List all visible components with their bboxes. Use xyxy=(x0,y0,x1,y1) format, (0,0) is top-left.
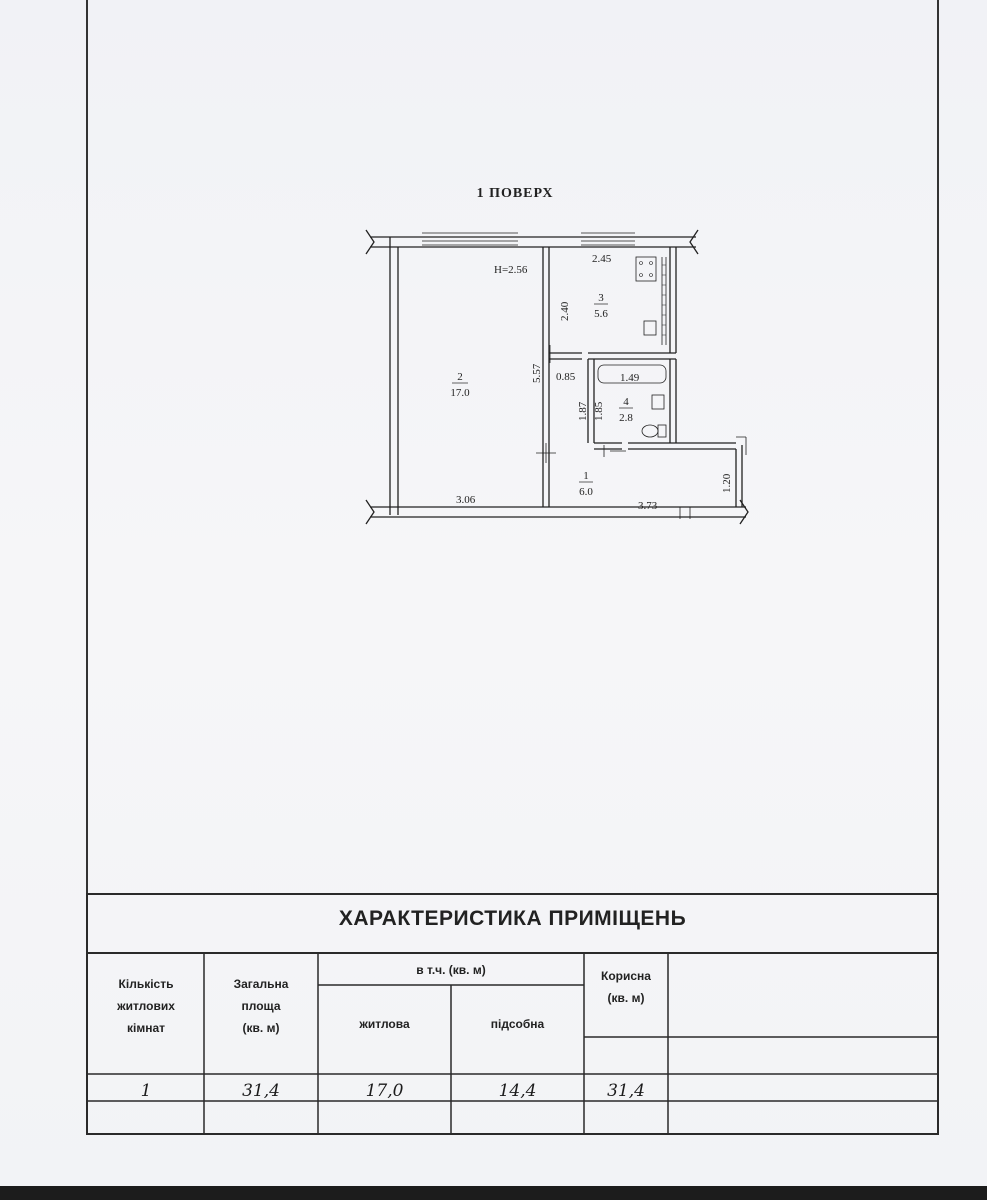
dim-hall-depth: 1.20 xyxy=(721,473,733,493)
header-living: житлова xyxy=(359,1017,410,1031)
value-useful-area: 31,4 xyxy=(607,1081,645,1101)
header-rooms-count xyxy=(88,973,204,1039)
header-line: Кількість xyxy=(118,977,174,991)
floor-title: 1 ПОВЕРХ xyxy=(476,186,554,201)
ceiling-height-label: H=2.56 xyxy=(494,264,528,276)
room-label-3 xyxy=(594,292,608,320)
dim-kitchen-width: 2.45 xyxy=(592,253,612,265)
scan-bottom-edge xyxy=(0,1186,987,1200)
dim-room-width: 3.06 xyxy=(456,494,476,506)
dim-bath-depth-outer: 1.87 xyxy=(577,401,589,421)
header-line: кімнат xyxy=(126,1021,165,1035)
floor-plan xyxy=(360,215,760,535)
room-number-2: 2 xyxy=(457,371,463,383)
table-title: ХАРАКТЕРИСТИКА ПРИМІЩЕНЬ xyxy=(338,907,687,930)
room-number-4: 4 xyxy=(623,396,629,408)
header-line: Корисна xyxy=(601,969,651,983)
dim-bath-width: 1.49 xyxy=(620,372,640,384)
room-area-1: 6.0 xyxy=(579,486,593,498)
header-line: площа xyxy=(241,999,281,1013)
room-area-3: 5.6 xyxy=(594,308,608,320)
value-auxiliary-area: 14,4 xyxy=(498,1081,537,1101)
rooms-characteristics-table xyxy=(86,893,939,1135)
room-area-4: 2.8 xyxy=(619,412,633,424)
header-line: житлових xyxy=(117,999,175,1013)
value-total-area: 31,4 xyxy=(242,1081,280,1101)
dim-passage: 0.85 xyxy=(556,371,576,383)
room-label-2 xyxy=(450,371,470,399)
room-area-2: 17.0 xyxy=(450,387,470,399)
room-number-1: 1 xyxy=(583,470,589,482)
header-auxiliary: підсобна xyxy=(490,1017,545,1031)
header-including: в т.ч. (кв. м) xyxy=(416,963,486,977)
dim-room-depth: 5.57 xyxy=(531,363,543,383)
dim-bath-depth-inner: 1.85 xyxy=(593,401,605,421)
dim-kitchen-depth: 2.40 xyxy=(559,301,571,321)
header-useful xyxy=(584,965,668,1009)
room-label-4 xyxy=(619,396,633,424)
header-line: Загальна xyxy=(233,977,289,991)
dim-hall-width: 3.73 xyxy=(638,500,658,512)
header-line: (кв. м) xyxy=(607,991,645,1005)
room-label-1 xyxy=(579,470,593,498)
value-rooms-count: 1 xyxy=(140,1081,152,1101)
header-line: (кв. м) xyxy=(242,1021,280,1035)
room-number-3: 3 xyxy=(598,292,604,304)
header-total-area xyxy=(204,973,318,1039)
value-living-area: 17,0 xyxy=(365,1081,404,1101)
